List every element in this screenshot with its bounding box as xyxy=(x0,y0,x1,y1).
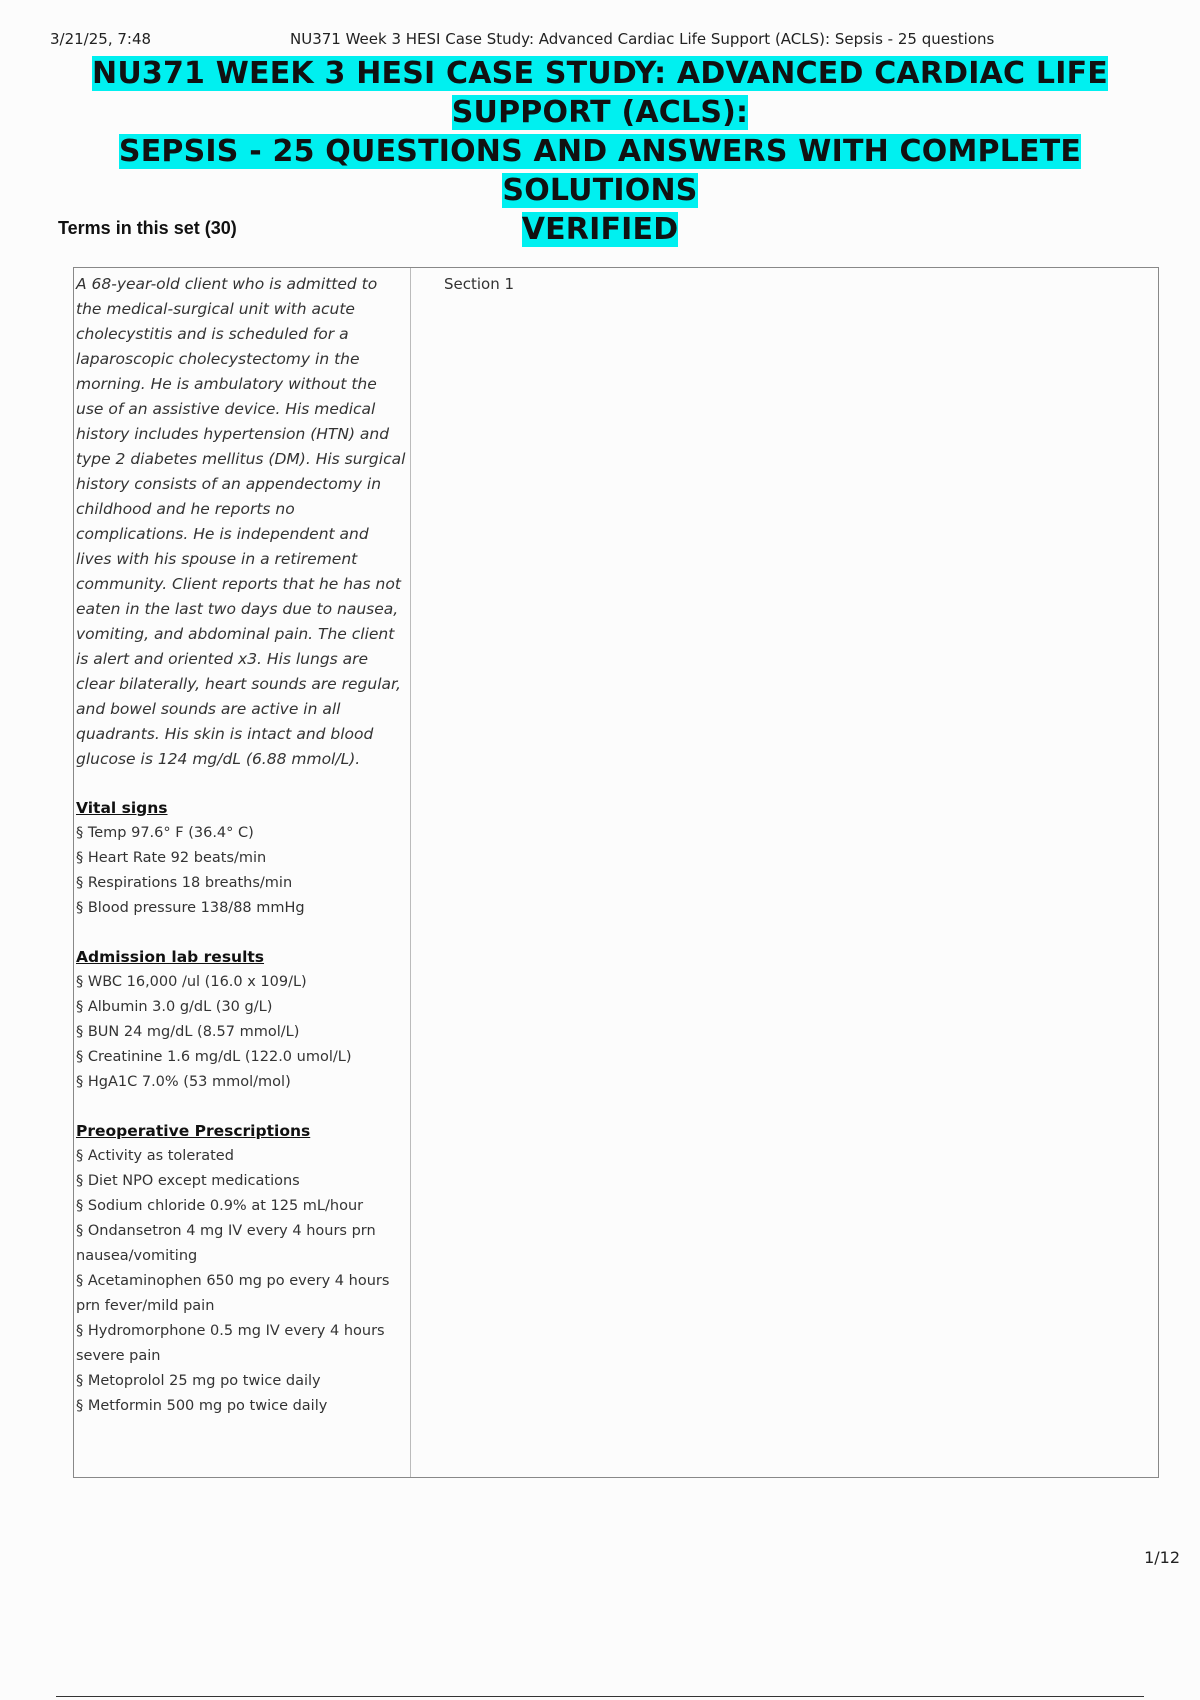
vital-sign-item: § Blood pressure 138/88 mmHg xyxy=(76,900,305,916)
print-page-title: NU371 Week 3 HESI Case Study: Advanced Cardiac Life Support (ACLS): Sepsis - 25 questions xyxy=(290,30,995,48)
vital-sign-item: § Respirations 18 breaths/min xyxy=(76,875,293,891)
lab-result-item: § BUN 24 mg/dL (8.57 mmol/L) xyxy=(76,1024,300,1040)
lab-result-item: § Creatinine 1.6 mg/dL (122.0 umol/L) xyxy=(76,1049,352,1065)
prescription-item: § Hydromorphone 0.5 mg IV every 4 hours severe pain xyxy=(76,1323,385,1364)
card-divider xyxy=(410,268,411,1477)
page-number: 1/12 xyxy=(1144,1548,1180,1567)
lab-results-heading: Admission lab results xyxy=(76,948,265,966)
vital-sign-item: § Temp 97.6° F (36.4° C) xyxy=(76,825,254,841)
prescription-item: § Ondansetron 4 mg IV every 4 hours prn nausea/vomiting xyxy=(76,1223,376,1264)
prescription-item: § Metformin 500 mg po twice daily xyxy=(76,1398,328,1414)
card-term xyxy=(76,272,406,1419)
prescription-item: § Sodium chloride 0.9% at 125 mL/hour xyxy=(76,1198,364,1214)
case-scenario-text: A 68-year-old client who is admitted to the medical-surgical unit with acute cholecystitis and is scheduled for a laparoscopic cholecystectomy in the morning. He is ambulatory without the use of an assistive device. His medical history includes hypertension (HTN) and type 2 diabetes mellitus (DM). His surgical history consists of an appendectomy in childhood and he reports no complications. He is independent and lives with his spouse in a retirement community. Client reports that he has not eaten in the last two days due to nausea, vomiting, and abdominal pain. The client is alert and oriented x3. His lungs are clear bilaterally, heart sounds are regular, and bowel sounds are active in all quadrants. His skin is intact and blood glucose is 124 mg/dL (6.88 mmol/L). xyxy=(76,275,406,768)
vital-sign-item: § Heart Rate 92 beats/min xyxy=(76,850,267,866)
prescription-item: § Metoprolol 25 mg po twice daily xyxy=(76,1373,321,1389)
card-definition: Section 1 xyxy=(444,275,515,293)
print-datetime: 3/21/25, 7:48 xyxy=(50,30,152,48)
footer-rule xyxy=(56,1696,1144,1697)
lab-result-item: § WBC 16,000 /ul (16.0 x 109/L) xyxy=(76,974,307,990)
prescription-item: § Diet NPO except medications xyxy=(76,1173,300,1189)
document-title-line-1: NU371 WEEK 3 HESI CASE STUDY: ADVANCED CARDIAC LIFE SUPPORT (ACLS): xyxy=(92,56,1108,130)
lab-result-item: § Albumin 3.0 g/dL (30 g/L) xyxy=(76,999,273,1015)
lab-result-item: § HgA1C 7.0% (53 mmol/mol) xyxy=(76,1074,291,1090)
terms-count-heading: Terms in this set (30) xyxy=(58,218,237,238)
prescriptions-heading: Preoperative Prescriptions xyxy=(76,1122,311,1140)
vital-signs-heading: Vital signs xyxy=(76,799,168,817)
prescription-item: § Acetaminophen 650 mg po every 4 hours prn fever/mild pain xyxy=(76,1273,390,1314)
document-title-line-3: VERIFIED xyxy=(521,212,679,247)
flashcard xyxy=(73,267,1159,1478)
print-header xyxy=(50,30,1150,50)
prescription-item: § Activity as tolerated xyxy=(76,1148,234,1164)
document-title-line-2: SEPSIS - 25 QUESTIONS AND ANSWERS WITH COMPLETE SOLUTIONS xyxy=(118,134,1082,208)
